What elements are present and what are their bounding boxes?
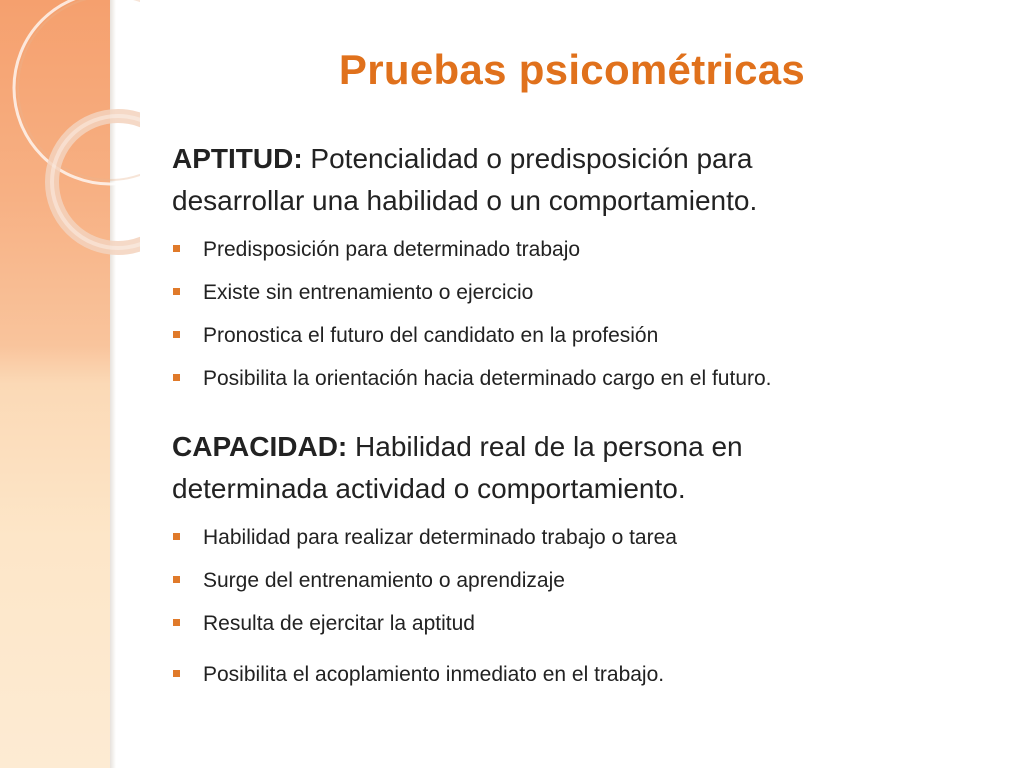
square-bullet-icon bbox=[173, 331, 180, 338]
list-item-text: Posibilita la orientación hacia determinado cargo en el futuro. bbox=[203, 367, 772, 390]
list-item bbox=[172, 271, 992, 314]
square-bullet-icon bbox=[173, 288, 180, 295]
list-item-text: Predisposición para determinado trabajo bbox=[203, 238, 581, 261]
section-lead bbox=[172, 426, 992, 510]
list-item bbox=[172, 314, 992, 357]
list-item bbox=[172, 653, 992, 696]
section-definition: Habilidad real de la persona en bbox=[347, 431, 743, 462]
slide-title: Pruebas psicométricas bbox=[338, 46, 806, 93]
list-item bbox=[172, 559, 992, 602]
decorative-side-band bbox=[0, 0, 112, 768]
square-bullet-icon bbox=[173, 619, 180, 626]
list-item bbox=[172, 357, 992, 400]
section-definition-continued: determinada actividad o comportamiento. bbox=[172, 473, 686, 504]
list-item-text: Pronostica el futuro del candidato en la profesión bbox=[203, 324, 659, 347]
list-item-text: Posibilita el acoplamiento inmediato en el trabajo. bbox=[203, 663, 665, 686]
square-bullet-icon bbox=[173, 245, 180, 252]
section-term: APTITUD: bbox=[172, 143, 303, 174]
bullet-list bbox=[172, 516, 992, 696]
square-bullet-icon bbox=[173, 533, 180, 540]
slide-content bbox=[172, 138, 992, 696]
list-item-text: Existe sin entrenamiento o ejercicio bbox=[203, 281, 534, 304]
list-item-text: Habilidad para realizar determinado trabajo o tarea bbox=[203, 526, 677, 549]
section-lead bbox=[172, 138, 992, 222]
section-definition-continued: desarrollar una habilidad o un comportamiento. bbox=[172, 185, 758, 216]
list-item bbox=[172, 516, 992, 559]
square-bullet-icon bbox=[173, 576, 180, 583]
list-item-text: Surge del entrenamiento o aprendizaje bbox=[203, 569, 565, 592]
side-band-edge bbox=[110, 0, 116, 768]
square-bullet-icon bbox=[173, 374, 180, 381]
section-capacidad bbox=[172, 426, 992, 696]
bullet-list bbox=[172, 228, 992, 400]
section-aptitud bbox=[172, 138, 992, 400]
list-item bbox=[172, 228, 992, 271]
square-bullet-icon bbox=[173, 670, 180, 677]
section-definition: Potencialidad o predisposición para bbox=[302, 143, 753, 174]
list-item-text: Resulta de ejercitar la aptitud bbox=[203, 612, 475, 635]
section-term: CAPACIDAD: bbox=[172, 431, 348, 462]
list-item bbox=[172, 602, 992, 645]
